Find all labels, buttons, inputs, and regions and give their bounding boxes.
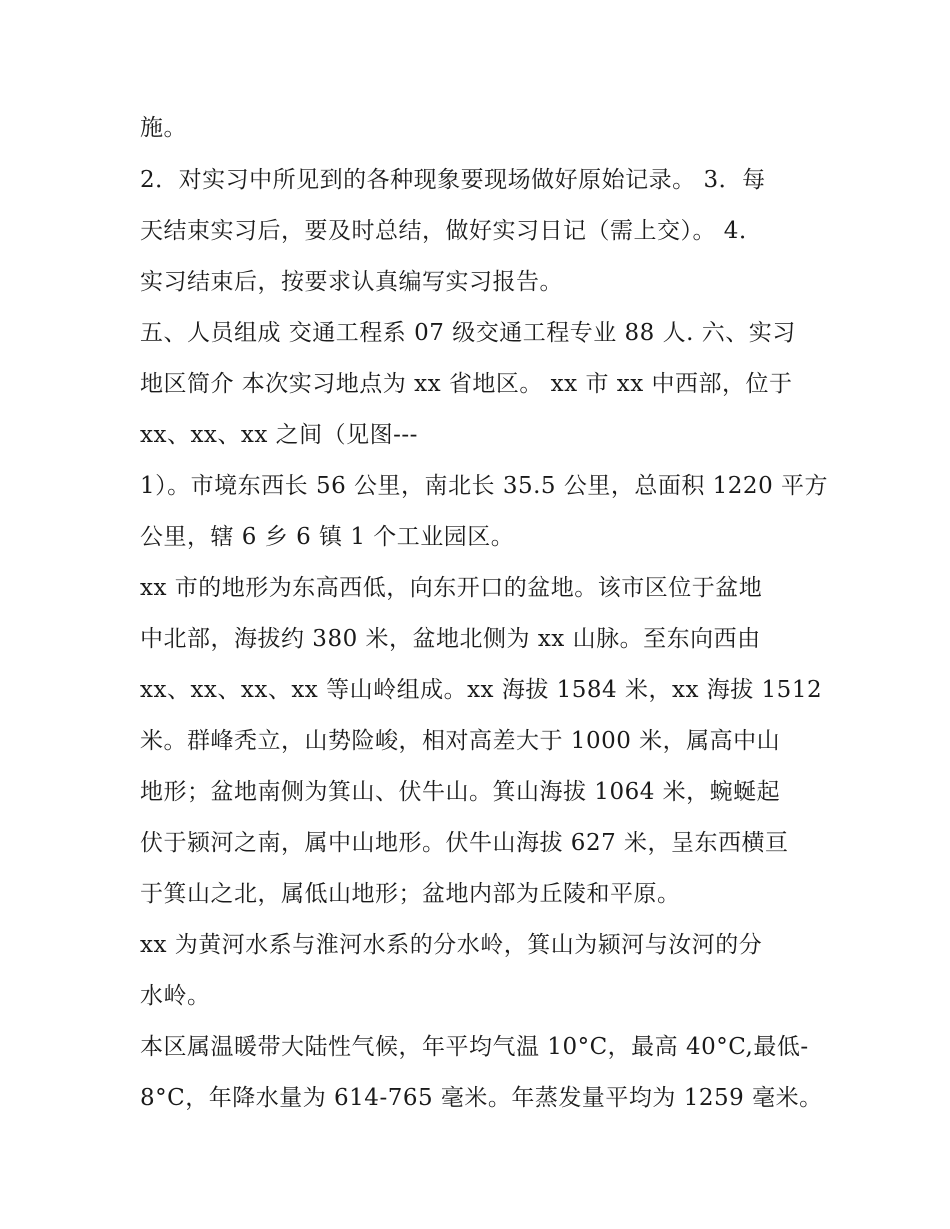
text-line: xx 市的地形为东高西低，向东开口的盆地。该市区位于盆地 (140, 575, 763, 601)
text-line: 中北部，海拔约 380 米，盆地北侧为 xx 山脉。至东向西由 (140, 626, 761, 652)
text-line: 公里，辖 6 乡 6 镇 1 个工业园区。 (140, 524, 515, 550)
text-line: 水岭。 (140, 983, 211, 1009)
text-line: xx、xx、xx 之间（见图--- (140, 422, 418, 448)
text-line: 本区属温暖带大陆性气候，年平均气温 10°C，最高 40°C,最低- (140, 1034, 809, 1060)
text-line: 实习结束后，按要求认真编写实习报告。 (140, 269, 563, 295)
text-line: 五、人员组成 交通工程系 07 级交通工程专业 88 人. 六、实习 (140, 320, 796, 346)
text-line: 地形；盆地南侧为箕山、伏牛山。箕山海拔 1064 米，蜿蜒起 (140, 779, 781, 805)
text-line: 伏于颍河之南，属中山地形。伏牛山海拔 627 米，呈东西横亘 (140, 830, 789, 856)
text-line: 2．对实习中所见到的各种现象要现场做好原始记录。 3．每 (140, 167, 766, 193)
text-line: 8°C，年降水量为 614-765 毫米。年蒸发量平均为 1259 毫米。 (140, 1085, 823, 1111)
text-line: 施。 (140, 115, 187, 141)
text-line: 地区简介 本次实习地点为 xx 省地区。 xx 市 xx 中西部，位于 (140, 371, 793, 397)
text-line: 米。群峰秃立，山势险峻，相对高差大于 1000 米，属高中山 (140, 728, 781, 754)
text-line: 1）。市境东西长 56 公里，南北长 35.5 公里，总面积 1220 平方 (140, 473, 829, 499)
text-line: xx 为黄河水系与淮河水系的分水岭，箕山为颍河与汝河的分 (140, 932, 763, 958)
text-line: xx、xx、xx、xx 等山岭组成。xx 海拔 1584 米，xx 海拔 1512 (140, 677, 823, 703)
text-line: 于箕山之北，属低山地形；盆地内部为丘陵和平原。 (140, 881, 681, 907)
text-line: 天结束实习后，要及时总结，做好实习日记（需上交）。 4． (140, 218, 763, 244)
